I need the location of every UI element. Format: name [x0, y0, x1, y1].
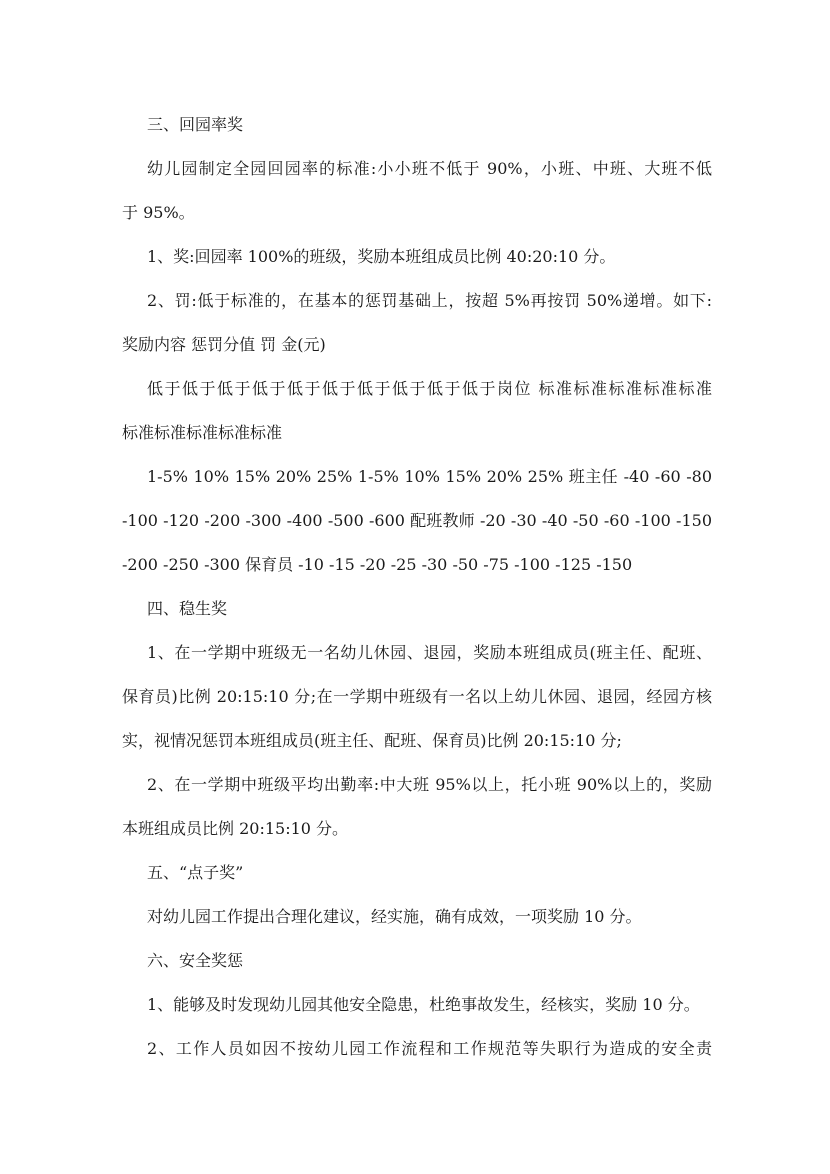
text-line: -100 -120 -200 -300 -400 -500 -600 配班教师 -20 -30 -40 -50 -60 -100 -150: [122, 511, 712, 530]
text-line: 1、在一学期中班级无一名幼儿休园、退园，奖励本班组成员(班主任、配班、: [147, 643, 712, 662]
text-line: -200 -250 -300 保育员 -10 -15 -20 -25 -30 -50 -75 -100 -125 -150: [122, 555, 633, 574]
text-line: 于 95%。: [122, 203, 195, 222]
text-line: 实，视情况惩罚本班组成员(班主任、配班、保育员)比例 20:15:10 分;: [122, 731, 622, 750]
text-line: 奖励内容 惩罚分值 罚 金(元): [122, 335, 326, 354]
text-line: 2、罚:低于标准的，在基本的惩罚基础上，按超 5%再按罚 50%递增。如下:: [147, 291, 712, 310]
text-line: 标准标准标准标准标准: [122, 423, 283, 442]
document-body: [122, 103, 712, 1071]
text-line: 三、回园率奖: [147, 115, 244, 134]
text-line: 1-5% 10% 15% 20% 25% 1-5% 10% 15% 20% 25% 班主任 -40 -60 -80: [147, 467, 712, 486]
text-line: 对幼儿园工作提出合理化建议，经实施，确有成效，一项奖励 10 分。: [147, 907, 642, 926]
text-line: 六、安全奖惩: [147, 951, 244, 970]
text-line: 本班组成员比例 20:15:10 分。: [122, 819, 349, 838]
text-line: 2、在一学期中班级平均出勤率:中大班 95%以上，托小班 90%以上的，奖励: [147, 775, 712, 794]
text-line: 四、稳生奖: [147, 599, 228, 618]
text-line: 五、“点子奖”: [147, 863, 244, 882]
text-line: 保育员)比例 20:15:10 分;在一学期中班级有一名以上幼儿休园、退园，经园方核: [122, 687, 712, 706]
text-line: 2、工作人员如因不按幼儿园工作流程和工作规范等失职行为造成的安全责: [147, 1039, 712, 1058]
text-line: 幼儿园制定全园回园率的标准:小小班不低于 90%，小班、中班、大班不低: [147, 159, 712, 178]
text-line: 1、奖:回园率 100%的班级，奖励本班组成员比例 40:20:10 分。: [147, 247, 616, 266]
text-line: 低于低于低于低于低于低于低于低于低于低于岗位 标准标准标准标准标准: [147, 379, 712, 398]
text-line: 1、能够及时发现幼儿园其他安全隐患，杜绝事故发生，经核实，奖励 10 分。: [147, 995, 700, 1014]
